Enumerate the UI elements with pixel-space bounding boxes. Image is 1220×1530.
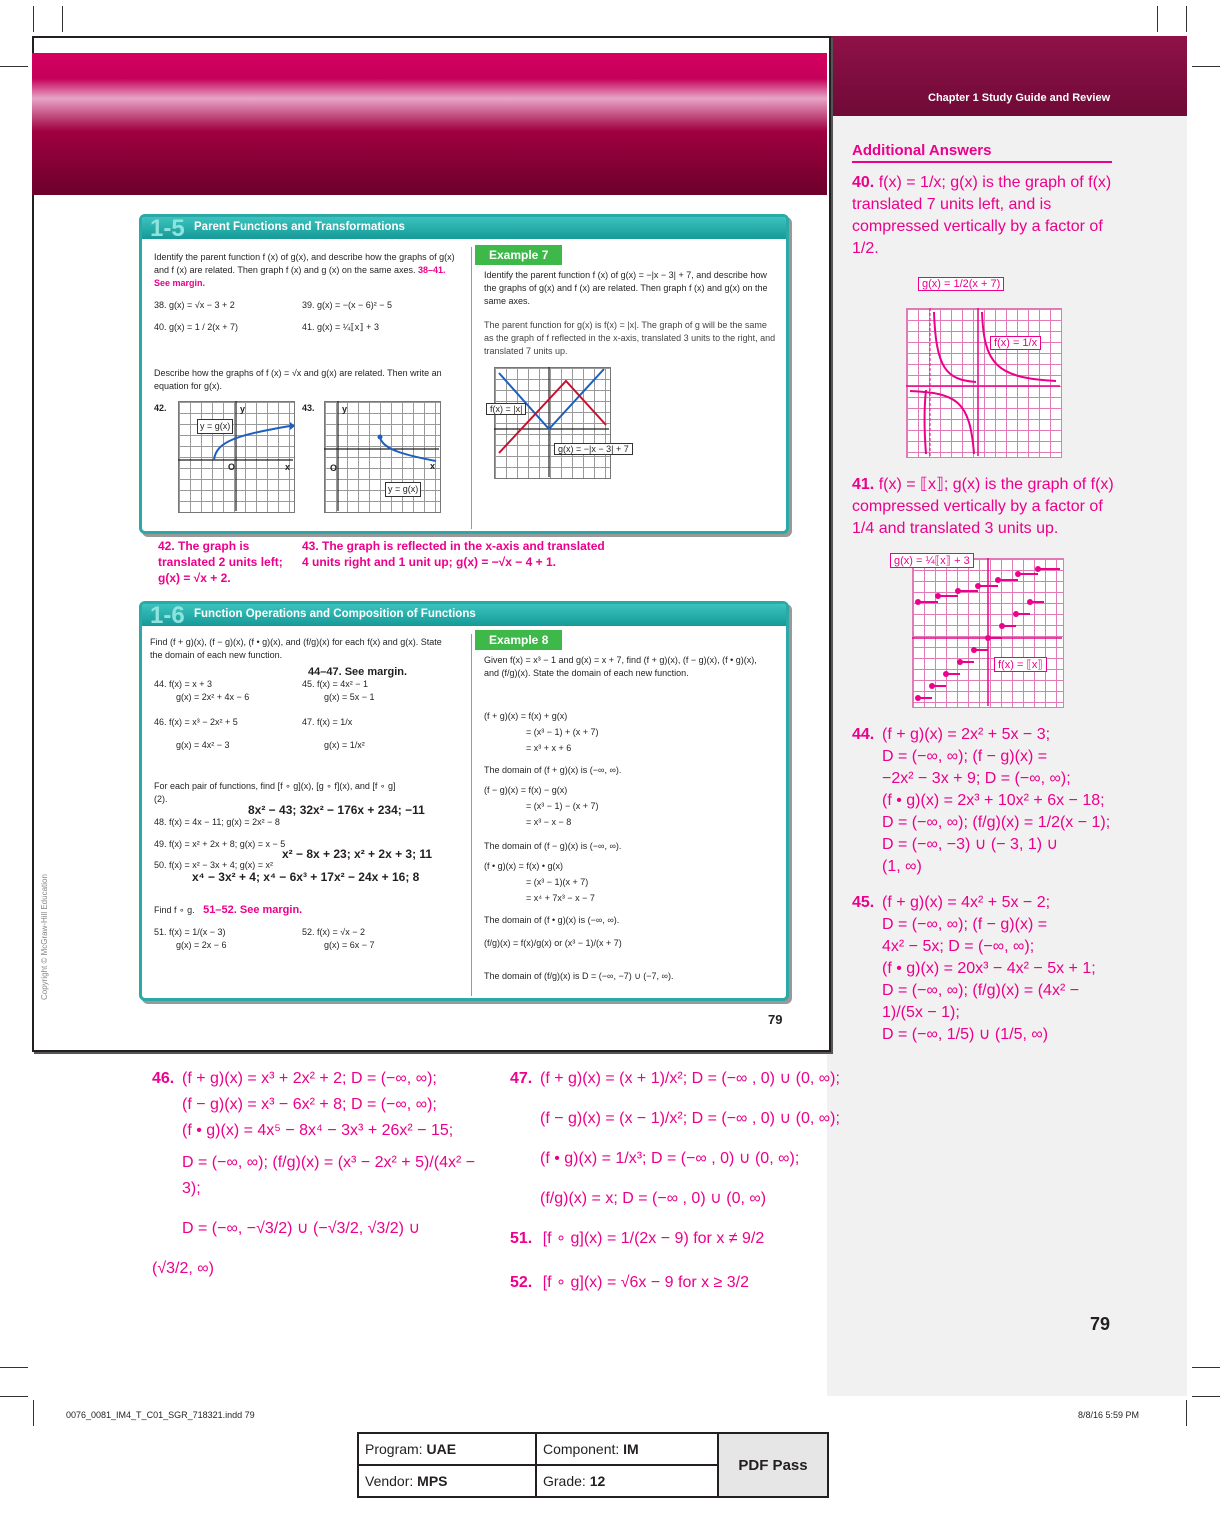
page-number: 79 [1090,1314,1111,1334]
graph-40-f-label: f(x) = 1/x [990,336,1041,350]
graph-41-steps [912,558,1064,708]
lesson-number: 1-5 [150,215,185,242]
inner-page-number: 79 [768,1012,783,1027]
crop-mark [1192,1396,1220,1397]
example-8-step: = x³ − x − 8 [526,817,572,827]
lesson-box-1-6 [139,601,789,1001]
crop-mark [0,1367,28,1368]
graph-40-curves [906,308,1062,458]
example-8-step: = x⁴ + 7x³ − x − 7 [526,893,595,903]
bottom-answer-46: 46. (f + g)(x) = x³ + 2x² + 2; D = (−∞, ∞); (f − g)(x) = x³ − 6x² + 8; D = (−∞, ∞); (f • g)(x) = 4x⁵ − 8x⁴ − 3x³ + 26x² − 15; D = (−∞, ∞); (f/g)(x) = (x³ − 2x² + 5)/(4x² − 3); D = (−∞, −√3/2) ∪ (−√3/2, √3/2) ∪ (√3/2, ∞) [152,1066,492,1282]
crop-mark [62,6,63,32]
example-8-tab: Example 8 [475,630,562,650]
bottom-answer-51: 51. [f ∘ g](x) = 1/(2x − 9) for x ≠ 9/2 [510,1230,765,1247]
graph-42-label: y = g(x) [197,419,233,434]
problem-45: 45. f(x) = 4x² − 1 g(x) = 5x − 1 [302,679,375,702]
example-7-solution: The parent function for g(x) is f(x) = |x|. The graph of g will be the same as the graph of f reflected in the x-axis, translated 3 units to the right, and translated 7 units up. [484,320,776,356]
lesson-box-1-5 [139,214,789,534]
crop-mark [1157,6,1158,32]
example-8-step: The domain of (f • g)(x) is (−∞, ∞). [484,915,620,925]
heading-rule [852,161,1112,163]
crop-mark [1192,66,1220,67]
crop-mark [1186,1400,1187,1426]
answer-47-lines: (f + g)(x) = (x + 1)/x²; D = (−∞ , 0) ∪ (0, ∞); (f − g)(x) = (x − 1)/x²; D = (−∞ , 0) ∪ (0, ∞); (f • g)(x) = 1/x³; D = (−∞ , 0) ∪ (0, ∞); (f/g)(x) = x; D = (−∞ , 0) ∪ (0, ∞) [540,1070,840,1207]
graph-41-g-label: g(x) = ¼⟦x⟧ + 3 [890,553,974,568]
vendor-cell: Vendor: MPS [358,1465,536,1497]
margin-answer-41: 41. f(x) = ⟦x⟧; g(x) is the graph of f(x) compressed vertically by a factor of 1/4 and translated 3 units up. [852,476,1114,537]
problem-49: 49. f(x) = x² + 2x + 8; g(x) = x − 5 [154,839,286,849]
copyright: Copyright © McGraw-Hill Education [40,874,49,1000]
bottom-answer-52: 52. [f ∘ g](x) = √6x − 9 for x ≥ 3/2 [510,1274,750,1291]
problem-51: 51. f(x) = 1/(x − 3) g(x) = 2x − 6 [154,927,227,950]
answer-44-lines: (f + g)(x) = 2x² + 5x − 3; D = (−∞, ∞); (f − g)(x) = −2x² − 3x + 9; D = (−∞, ∞); (f • g)(x) = 2x³ + 10x² + 6x − 18; D = (−∞, ∞); (f/g)(x) = 1/2(x − 1); D = (−∞, −3) ∪ (− 3, 1) ∪ (1, ∞) [882,726,1111,875]
example-7-f-label: f(x) = |x| [486,403,526,415]
margin-answer-44: 44. (f + g)(x) = 2x² + 5x − 3; D = (−∞, ∞); (f − g)(x) = −2x² − 3x + 9; D = (−∞, ∞); (f • g)(x) = 2x³ + 10x² + 6x − 18; D = (−∞, ∞); (f/g)(x) = 1/2(x − 1); D = (−∞, −3) ∪ (− 3, 1) ∪ (1, ∞) [852,724,1120,878]
graph-42-curve [178,401,295,513]
problem-48: 48. f(x) = 4x − 11; g(x) = 2x² − 8 [154,817,280,827]
header-band [32,53,827,195]
column-divider [471,247,472,529]
answer-48: 8x² − 43; 32x² − 176x + 234; −11 [248,803,425,817]
answer-49: x² − 8x + 23; x² + 2x + 3; 11 [282,847,433,861]
answer-50: x⁴ − 3x² + 4; x⁴ − 6x³ + 17x² − 24x + 16; 8 [192,870,420,884]
example-8-step: = (x³ − 1) − (x + 7) [526,801,599,811]
lesson-title: Function Operations and Composition of Functions [194,608,476,620]
example-7-curves [494,367,611,479]
answer-43: 43. The graph is reflected in the x-axis and translated 4 units right and 1 unit up; g(x) = −√x − 4 + 1. [302,539,605,569]
pass-cell: PDF Pass [718,1433,828,1497]
example-8-step: (f + g)(x) = f(x) + g(x) [484,711,568,721]
crop-mark [33,1400,34,1426]
graph-43-curve [324,401,441,513]
example-7-prompt: Identify the parent function f (x) of g(x) = −|x − 3| + 7, and describe how the graphs of g(x) and f (x) are related. Then graph f (x) and g(x) on the same axes. [484,270,768,306]
graph-43-label: y = g(x) [385,482,421,497]
example-8-step: (f • g)(x) = f(x) • g(x) [484,861,564,871]
problem-39: 39. g(x) = −(x − 6)² − 5 [302,300,393,310]
header-band-right [827,36,1187,116]
instructions-answer: 44–47. See margin. [308,666,408,678]
instructions: Find (f + g)(x), (f − g)(x), (f • g)(x), and (f/g)(x) for each f(x) and g(x). State the domain of each new function. [150,637,442,660]
graph-41-f-label: f(x) = ⟦x⟧ [994,657,1047,672]
crop-mark [1192,1367,1220,1368]
composition-instructions: For each pair of functions, find [f ∘ g](x), [g ∘ f](x), and [f ∘ g](2). [154,781,396,804]
crop-mark [0,1396,28,1397]
problem-47: 47. f(x) = 1/x g(x) = 1/x² [302,717,365,750]
problem-50: 50. f(x) = x² − 3x + 4; g(x) = x² [154,860,274,870]
example-8-step: = (x³ − 1)(x + 7) [526,877,589,887]
example-7-g-label: g(x) = −|x − 3| + 7 [554,443,633,455]
describe-instructions: Describe how the graphs of f (x) = √x and g(x) are related. Then write an equation for g(x). [154,368,442,391]
crop-mark [1186,6,1187,32]
axis-x: x [430,461,436,471]
margin-answer-45: 45. (f + g)(x) = 4x² + 5x − 2; D = (−∞, ∞); (f − g)(x) = 4x² − 5x; D = (−∞, ∞); (f • g)(x) = 20x³ − 4x² − 5x + 1; D = (−∞, ∞); (f/g)(x) = (4x² − 1)/(5x − 1); D = (−∞, 1/5) ∪ (1/5, ∞) [852,892,1120,1046]
problem-43: 43. [302,403,315,413]
problem-38: 38. g(x) = √x − 3 + 2 [154,300,235,310]
problem-44: 44. f(x) = x + 3 g(x) = 2x² + 4x − 6 [154,679,250,702]
problem-40: 40. g(x) = 1 / 2(x + 7) [154,322,239,332]
axis-origin: O [330,463,338,473]
example-8-step: The domain of (f − g)(x) is (−∞, ∞). [484,841,622,851]
axis-y: y [240,404,246,414]
graph-40-g-label: g(x) = 1/2(x + 7) [918,277,1004,291]
axis-y: y [342,404,348,414]
component-cell: Component: IM [536,1433,718,1465]
answer-42: 42. The graph is translated 2 units left; g(x) = √x + 2. [158,539,283,585]
problem-46: 46. f(x) = x³ − 2x² + 5 g(x) = 4x² − 3 [154,717,238,750]
chapter-label: Chapter 1 Study Guide and Review [928,92,1111,104]
answer-46-lines: (f + g)(x) = x³ + 2x² + 2; D = (−∞, ∞); (f − g)(x) = x³ − 6x² + 8; D = (−∞, ∞); (f • g)(x) = 4x⁵ − 8x⁴ − 3x³ + 26x² − 15; D = (−∞, ∞); (f/g)(x) = (x³ − 2x² + 5)/(4x² − 3); D = (−∞, −√3/2) ∪ (−√3/2, √3/2) ∪ [182,1070,476,1237]
column-divider [471,634,472,996]
example-8-prompt: Given f(x) = x³ − 1 and g(x) = x + 7, find (f + g)(x), (f − g)(x), (f • g)(x), and (f/g)(x). State the domain of each new function. [484,655,757,678]
problem-52: 52. f(x) = √x − 2 g(x) = 6x − 7 [302,927,375,950]
program-cell: Program: UAE [358,1433,536,1465]
find-instructions: Find f ∘ g. 51–52. See margin. [154,904,303,916]
crop-mark [33,6,34,32]
crop-mark [0,66,28,67]
lesson-number: 1-6 [150,602,185,629]
additional-answers-heading: Additional Answers [852,142,992,159]
example-7-tab: Example 7 [475,245,562,265]
answer-45-lines: (f + g)(x) = 4x² + 5x − 2; D = (−∞, ∞); (f − g)(x) = 4x² − 5x; D = (−∞, ∞); (f • g)(x) = 20x³ − 4x² − 5x + 1; D = (−∞, ∞); (f/g)(x) = (4x² − 1)/(5x − 1); D = (−∞, 1/5) ∪ (1/5, ∞) [882,894,1096,1043]
margin-answer-40: 40. f(x) = 1/x; g(x) is the graph of f(x) translated 7 units left, and is compressed vertically by a factor of 1/2. [852,174,1112,257]
example-8-step: The domain of (f/g)(x) is D = (−∞, −7) ∪ (−7, ∞). [484,971,674,981]
grade-cell: Grade: 12 [536,1465,718,1497]
example-8-step: (f/g)(x) = f(x)/g(x) or (x³ − 1)/(x + 7) [484,938,622,948]
bottom-answer-47: 47. (f + g)(x) = (x + 1)/x²; D = (−∞ , 0) ∪ (0, ∞); (f − g)(x) = (x − 1)/x²; D = (−∞ , 0) ∪ (0, ∞); (f • g)(x) = 1/x³; D = (−∞ , 0) ∪ (0, ∞); (f/g)(x) = x; D = (−∞ , 0) ∪ (0, ∞) [510,1066,850,1212]
file-slug: 0076_0081_IM4_T_C01_SGR_718321.indd 79 [66,1410,255,1420]
instructions: Identify the parent function f (x) of g(x), and describe how the graphs of g(x) and f (x) are related. Then graph f (x) and g (x) on the same axes. 38–41. See margin. [154,252,455,288]
axis-origin: O [228,462,236,472]
box-header [142,215,786,242]
example-8-step: (f − g)(x) = f(x) − g(x) [484,785,568,795]
box-header [142,602,786,629]
problem-41: 41. g(x) = ¼⟦x⟧ + 3 [302,322,379,332]
job-info-table [357,1432,829,1498]
example-8-step: = (x³ − 1) + (x + 7) [526,727,599,737]
axis-x: x [285,462,291,472]
problem-42: 42. [154,403,167,413]
date-slug: 8/8/16 5:59 PM [1078,1410,1140,1420]
lesson-title: Parent Functions and Transformations [194,221,405,233]
example-8-step: The domain of (f + g)(x) is (−∞, ∞). [484,765,622,775]
example-8-step: = x³ + x + 6 [526,743,572,753]
